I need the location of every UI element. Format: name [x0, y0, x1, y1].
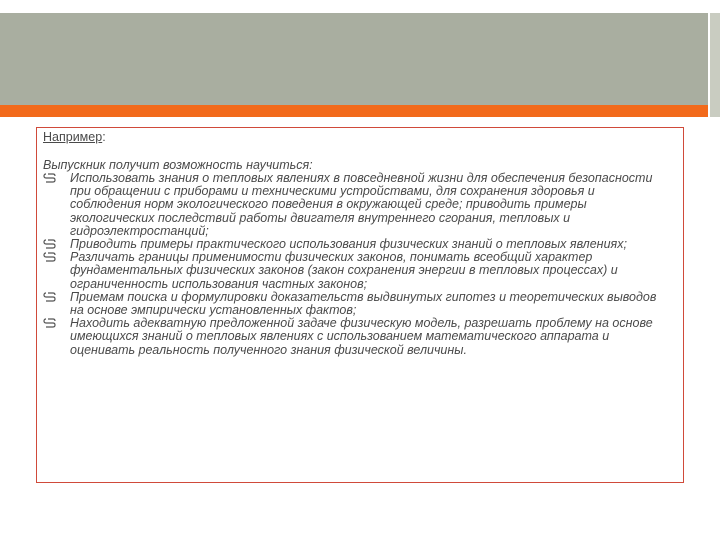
header-side-strip [710, 13, 720, 117]
content-box [36, 127, 684, 483]
example-colon: : [102, 130, 106, 144]
list-item-text: Находить адекватную предложенной задаче физическую модель, разрешать проблему на основе имеющихся знаний о тепловых явлениях с использованием математического аппарата и оценивать реальность полученного знания физической величины. [70, 316, 653, 357]
list-item-text: Использовать знания о тепловых явлениях в повседневной жизни для обеспечения безопасности при обращении с приборами и техническими устройствами, для сохранения здоровья и соблюдения норм экологического поведения в окружающей среде; приводить примеры экологических последствий работы двигателя внутреннего сгорания, тепловых и гидроэлектростанций; [70, 171, 653, 238]
scroll-bullet-icon [43, 291, 57, 304]
list-item-text: Приводить примеры практического использования физических знаний о тепловых явлениях; [70, 237, 627, 252]
scroll-bullet-icon [43, 317, 57, 330]
example-word: Например [43, 130, 103, 144]
list-item-text: Различать границы применимости физических законов, понимать всеобщий характер фундаментальных физических законов (закон сохранения энергии в тепловых процессах) и ограниченность использования частных законов; [70, 250, 618, 291]
accent-bar [0, 105, 708, 117]
intro-text: Выпускник получит возможность научиться: [43, 158, 313, 172]
list-item [43, 317, 683, 357]
list-item-text: Приемам поиска и формулировки доказательств выдвинутых гипотез и теоретических выводов на основе эмпирически установленных фактов; [70, 289, 657, 318]
scroll-bullet-icon [43, 251, 57, 264]
list-item [43, 291, 683, 317]
example-label [43, 130, 683, 144]
outcomes-list [43, 172, 683, 357]
scroll-bullet-icon [43, 172, 57, 185]
scroll-bullet-icon [43, 238, 57, 251]
list-item [43, 251, 683, 291]
list-item [43, 172, 683, 238]
header-band [0, 13, 708, 105]
